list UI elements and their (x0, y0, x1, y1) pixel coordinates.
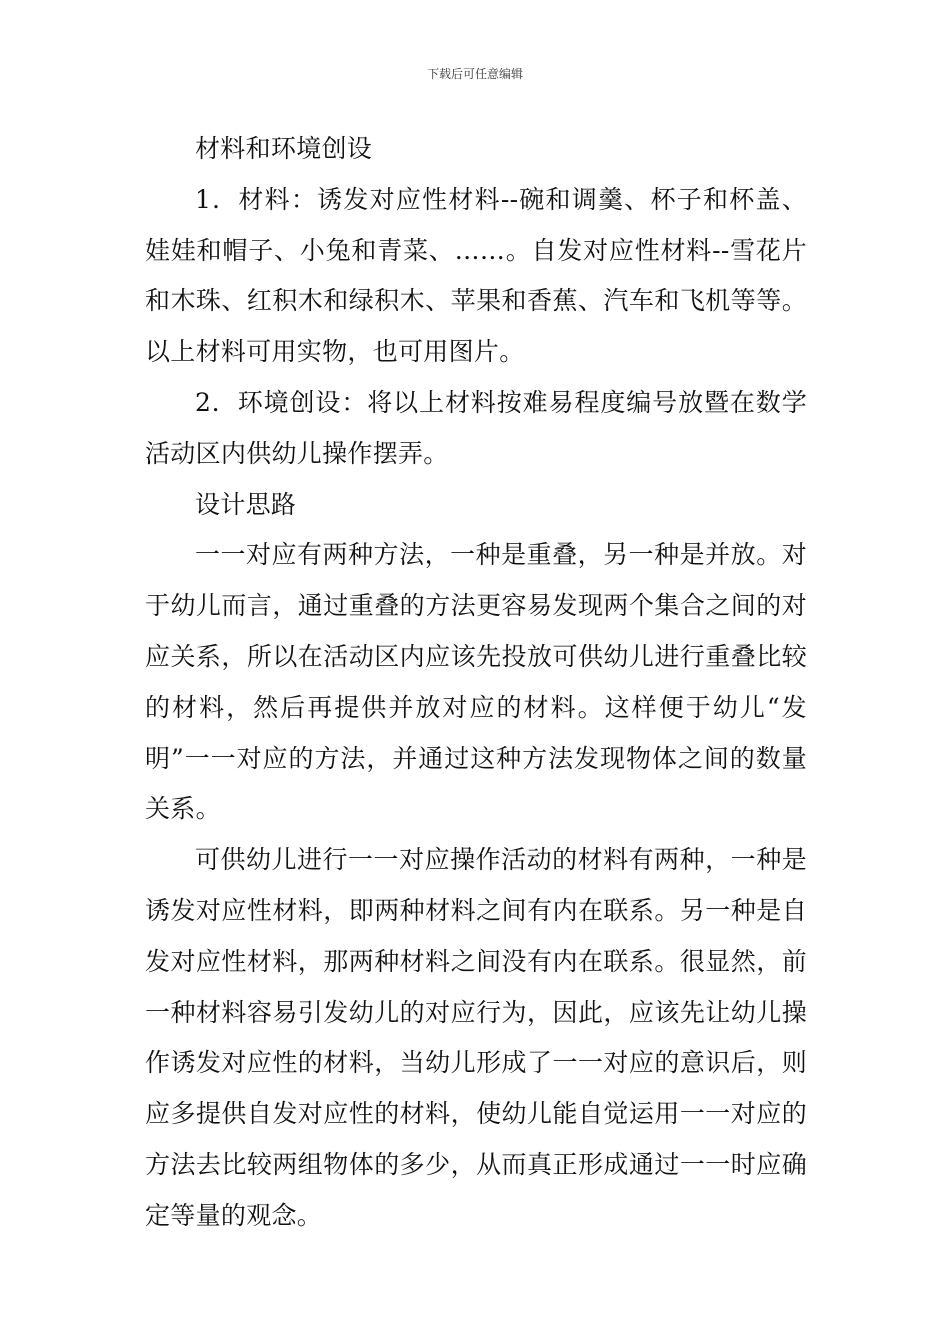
section-heading-materials: 材料和环境创设 (195, 134, 373, 163)
paragraph-design-methods: 一一对应有两种方法，一种是重叠，另一种是并放。对于幼儿而言，通过重叠的方法更容易发现两个集合之间的对应关系，所以在活动区内应该先投放可供幼儿进行重叠比较的材料，然后再提供并放对应的材料。这样便于幼儿“发明”一一对应的方法，并通过这种方法发现物体之间的数量关系。 (145, 540, 807, 824)
document-body (145, 124, 807, 1242)
section-heading-design: 设计思路 (195, 489, 297, 519)
paragraph-design-materials: 可供幼儿进行一一对应操作活动的材料有两种，一种是诱发对应性材料，即两种材料之间有内在联系。另一种是自发对应性材料，那两种材料之间没有内在联系。很显然，前一种材料容易引发幼儿的对应行为，因此，应该先让幼儿操作诱发对应性的材料，当幼儿形成了一一对应的意识后，则应多提供自发对应性的材料，使幼儿能自觉运用一一对应的方法去比较两组物体的多少，从而真正形成通过一一时应确定等量的观念。 (145, 845, 807, 1230)
page-header: 下载后可任意编辑 (426, 67, 523, 81)
paragraph-materials-list: 1．材料：诱发对应性材料--碗和调羹、杯子和杯盖、娃娃和帽子、小兔和青菜、……。自发对应性材料--雪花片和木珠、红积木和绿积木、苹果和香蕉、汽车和飞机等等。以上材料可用实物，也可用图片。 (145, 184, 807, 367)
paragraph-environment-setup: 2．环境创设：将以上材料按难易程度编号放暨在数学活动区内供幼儿操作摆弄。 (145, 387, 807, 468)
